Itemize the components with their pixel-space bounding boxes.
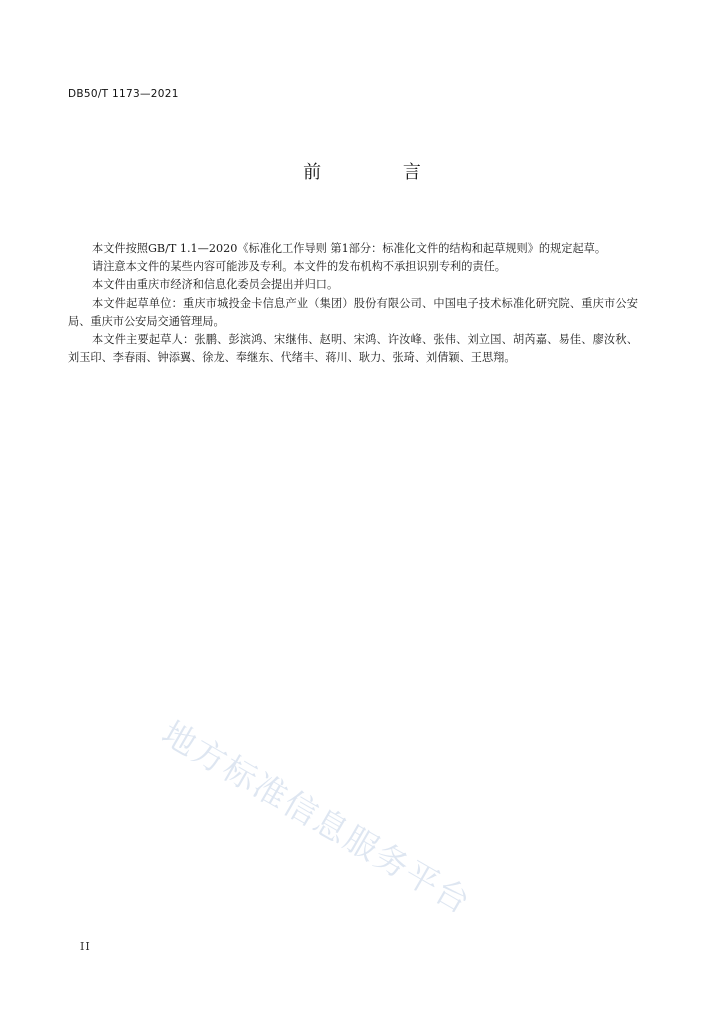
paragraph-drafters: 本文件主要起草人：张鹏、彭滨鸿、宋继伟、赵明、宋鸿、许汝峰、张伟、刘立国、胡芮嘉、易佳、廖汝秋、刘玉印、李春雨、钟添翼、徐龙、奉继东、代绪丰、蒋川、耿力、张琦、刘倩颖、王思翔。 (68, 333, 638, 365)
paragraph-proposer: 本文件由重庆市经济和信息化委员会提出并归口。 (92, 278, 339, 292)
foreword-body (68, 240, 638, 367)
paragraph-drafting-units: 本文件起草单位：重庆市城投金卡信息产业（集团）股份有限公司、中国电子技术标准化研究院、重庆市公安局、重庆市公安局交通管理局。 (68, 296, 638, 328)
page-number: II (80, 940, 91, 953)
standard-code: DB50/T 1173—2021 (68, 88, 179, 100)
paragraph-patent-notice: 请注意本文件的某些内容可能涉及专利。本文件的发布机构不承担识别专利的责任。 (92, 260, 506, 274)
page-title: 前 言 (303, 162, 459, 183)
paragraph-drafting-rules: 本文件按照GB/T 1.1—2020《标准化工作导则 第1部分：标准化文件的结构和起草规则》的规定起草。 (92, 242, 607, 255)
watermark: 地方标准信息服务平台 (155, 713, 479, 922)
